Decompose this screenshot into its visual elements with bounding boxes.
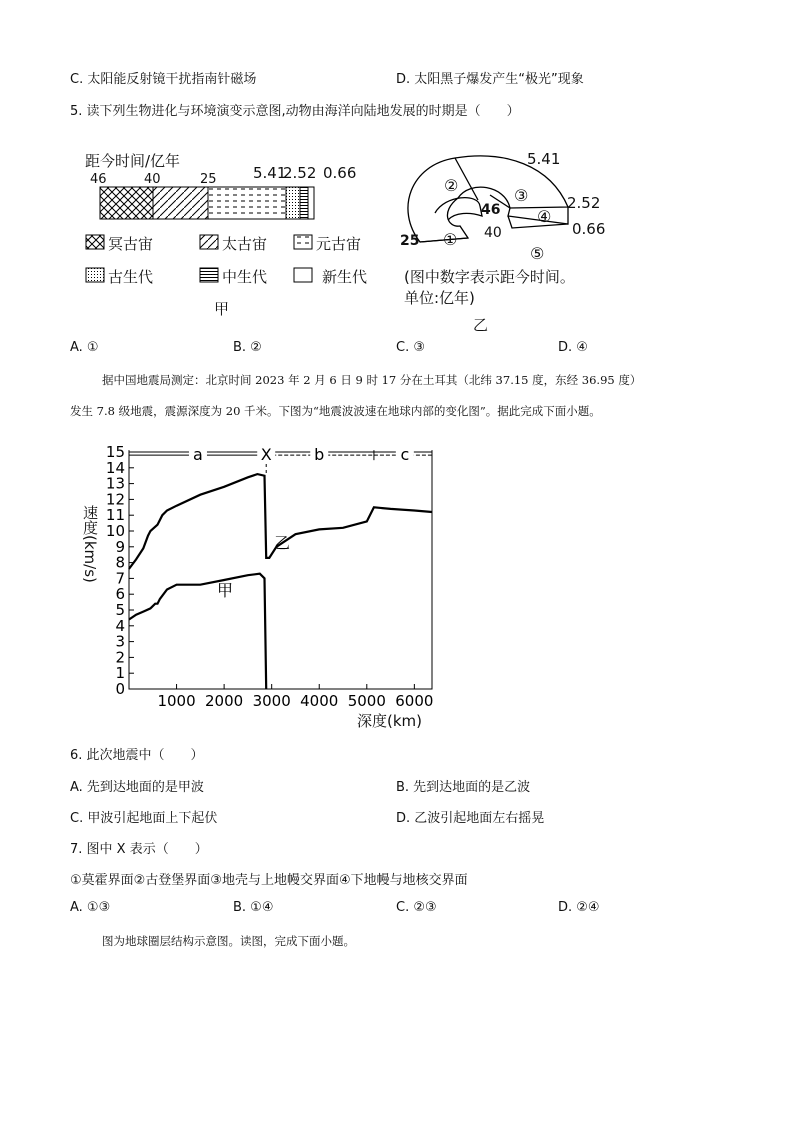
- fig-yi-region-4: ④: [537, 207, 552, 226]
- y-tick-label: 14: [105, 458, 125, 477]
- fig-jia-time-25: 25: [200, 172, 217, 187]
- q5-option-b: B. ②: [233, 340, 262, 355]
- fig-jia-time-5-41: 5.41: [253, 164, 287, 182]
- series-line-jia: [129, 574, 266, 689]
- x-tick-label: 4000: [300, 692, 339, 710]
- fig-yi-num-0-66: 0.66: [572, 220, 606, 238]
- y-tick-label: 2: [115, 648, 125, 667]
- fig-yi-num-40: 40: [484, 225, 502, 241]
- fig-jia-time-0-66: 0.66: [323, 164, 357, 182]
- x-tick-label: 6000: [395, 692, 434, 710]
- q5-option-a: A. ①: [70, 340, 99, 355]
- x-tick-label: 3000: [252, 692, 291, 710]
- y-tick-label: 7: [115, 569, 125, 588]
- q6-option-d: D. 乙波引起地面左右摇晃: [396, 811, 545, 826]
- y-tick-label: 1: [115, 664, 125, 683]
- y-tick-label: 6: [115, 585, 125, 604]
- q5-stem: 5. 读下列生物进化与环境演变示意图,动物由海洋向陆地发展的时期是（ ）: [70, 104, 520, 119]
- q7-option-c: C. ②③: [396, 900, 437, 915]
- legend-label-mesozoic: 中生代: [222, 268, 268, 286]
- fig-jia-time-40: 40: [144, 172, 161, 187]
- legend-label-hadean: 冥古宙: [108, 235, 154, 253]
- layer-label: a: [193, 445, 203, 465]
- q6-option-c: C. 甲波引起地面上下起伏: [70, 811, 218, 826]
- chart-frame: [129, 452, 432, 689]
- y-tick-label: 9: [115, 537, 125, 556]
- fig-yi-region-5: ⑤: [530, 244, 545, 263]
- intro-line2: 发生 7.8 级地震，震源深度为 20 千米。下图为“地震波波速在地球内部的变化图”。据此完成下面小题。: [70, 404, 601, 418]
- legend-label-paleozoic: 古生代: [108, 268, 154, 286]
- fig-yi-note-line1: (图中数字表示距今时间。: [404, 268, 575, 286]
- fig-yi-region-1: ①: [443, 230, 458, 249]
- y-tick-label: 3: [115, 632, 125, 651]
- fig-jia-caption: 甲: [214, 300, 230, 318]
- fig-yi-region-2: ②: [444, 176, 459, 195]
- fig-jia-title: 距今时间/亿年: [85, 152, 181, 170]
- outro-text: 图为地球圈层结构示意图。读图，完成下面小题。: [102, 934, 355, 948]
- x-tick-label: 5000: [347, 692, 386, 710]
- q6-stem: 6. 此次地震中（ ）: [70, 748, 204, 763]
- fig-yi-region-3: ③: [514, 186, 529, 205]
- q5-option-c: C. ③: [396, 340, 425, 355]
- series-line-yi: [129, 474, 432, 569]
- y-tick-label: 13: [105, 474, 125, 493]
- y-tick-label: 4: [115, 616, 125, 635]
- x-tick-label: 2000: [205, 692, 244, 710]
- y-tick-label: 12: [105, 490, 125, 509]
- fig-yi-note-line2: 单位:亿年): [404, 289, 475, 307]
- q7-items: ①莫霍界面②古登堡界面③地壳与上地幔交界面④下地幔与地核交界面: [70, 873, 468, 888]
- fig-yi-num-25: 25: [400, 233, 420, 249]
- q6-option-a: A. 先到达地面的是甲波: [70, 780, 204, 795]
- q5-option-d: D. ④: [558, 340, 588, 355]
- q4-option-d: D. 太阳黑子爆发产生“极光”现象: [396, 72, 584, 87]
- layer-label: b: [314, 445, 325, 465]
- y-tick-label: 5: [115, 601, 125, 619]
- intro-line1: 据中国地震局测定：北京时间 2023 年 2 月 6 日 9 时 17 分在土耳其（北纬 37.15 度，东经 36.95 度）: [102, 373, 642, 387]
- series-label-jia: 甲: [216, 580, 234, 600]
- chart-xlabel: 深度(km): [357, 712, 423, 730]
- layer-label: c: [400, 445, 410, 465]
- y-tick-label: 10: [105, 522, 125, 540]
- fig-jia-time-46: 46: [90, 172, 107, 187]
- y-tick-label: 15: [105, 443, 125, 461]
- fig-yi-num-2-52: 2.52: [567, 194, 601, 212]
- y-tick-label: 0: [115, 680, 125, 698]
- series-label-yi: 乙: [274, 533, 291, 553]
- q7-stem: 7. 图中 X 表示（ ）: [70, 842, 208, 857]
- y-tick-label: 8: [115, 553, 125, 572]
- q6-option-b: B. 先到达地面的是乙波: [396, 780, 531, 795]
- q7-option-d: D. ②④: [558, 900, 600, 915]
- y-tick-label: 11: [105, 506, 125, 525]
- q7-option-a: A. ①③: [70, 900, 111, 915]
- fig-yi-num-5-41: 5.41: [527, 150, 561, 168]
- legend-label-archean: 太古宙: [222, 235, 268, 253]
- fig-yi-caption: 乙: [473, 316, 489, 334]
- layer-label: X: [260, 445, 272, 465]
- x-tick-label: 1000: [157, 692, 196, 710]
- q4-option-c: C. 太阳能反射镜干扰指南针磁场: [70, 72, 257, 87]
- chart-ylabel: 速度(km/s): [81, 505, 99, 583]
- fig-jia-time-2-52: 2.52: [283, 164, 317, 182]
- q7-option-b: B. ①④: [233, 900, 274, 915]
- legend-label-proterozoic: 元古宙: [316, 235, 362, 253]
- fig-yi-num-46: 46: [481, 202, 501, 218]
- legend-label-cenozoic: 新生代: [322, 268, 368, 286]
